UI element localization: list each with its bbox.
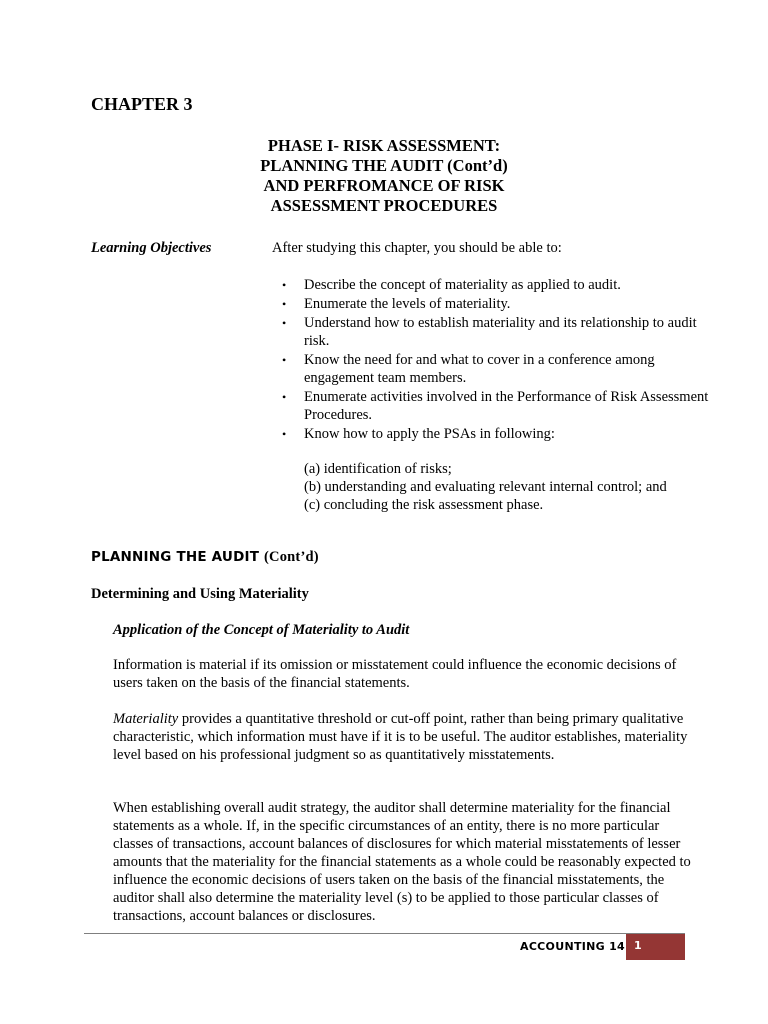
learning-objectives-intro: After studying this chapter, you should be able to:	[272, 240, 562, 256]
list-item: • Describe the concept of materiality as applied to audit.	[282, 277, 621, 293]
chapter-title-line: ASSESSMENT PROCEDURES	[270, 196, 498, 215]
bullet-icon: •	[282, 278, 287, 292]
subsection-heading: Determining and Using Materiality	[91, 586, 309, 602]
objectives-list	[282, 276, 714, 444]
chapter-title-line: AND PERFROMANCE OF RISK	[263, 176, 505, 195]
bullet-icon: •	[282, 316, 287, 330]
section-heading: PLANNING THE AUDIT (Cont’d)	[91, 549, 319, 565]
list-item: • Know how to apply the PSAs in following:	[282, 426, 555, 442]
list-item: • Enumerate the levels of materiality.	[282, 296, 511, 312]
list-item: • Enumerate activities involved in the Performance of Risk Assessment Procedures.	[282, 389, 709, 423]
paragraph: When establishing overall audit strategy, the auditor shall determine materiality for the financial statements as a whole. If, in the specific circumstances of an entity, there is no more particular classes of transactions, account balances of disclosures for which material misstatements of lesser amounts that the materiality for the financial statements as a whole could be reasonably expected to influence the economic decisions of users taken on the basis of the financial misstatements, the auditor shall also determine the materiality level (s) to be applied to those particular classes of transactions, account balances or disclosures.	[113, 800, 691, 924]
learning-objectives-label: Learning Objectives	[91, 240, 212, 256]
paragraph: Materiality provides a quantitative threshold or cut-off point, rather than being primary qualitative characteristic, which information must have if it is to be useful. The auditor establishes, materiality level based on his professional judgment so as quantitatively misstatements.	[113, 711, 688, 763]
term-italic: Materiality	[113, 711, 179, 727]
chapter-title-line: PHASE I- RISK ASSESSMENT:	[267, 136, 501, 155]
chapter-title-line: PLANNING THE AUDIT (Cont’d)	[260, 156, 508, 175]
page-number: 1	[626, 934, 685, 960]
list-item: • Know the need for and what to cover in a conference among engagement team members.	[282, 352, 655, 386]
paragraph: Information is material if its omission or misstatement could influence the economic decisions of users taken on the basis of the financial statements.	[113, 657, 677, 691]
bullet-icon: •	[282, 297, 287, 311]
chapter-number: CHAPTER 3	[91, 94, 193, 114]
footer-rule	[84, 933, 685, 934]
bullet-icon: •	[282, 390, 287, 404]
list-item: • Understand how to establish materiality and its relationship to audit risk.	[282, 315, 697, 349]
footer-course-label: ACCOUNTING 14	[520, 940, 626, 953]
sub-list-item: (a) identification of risks;	[304, 461, 452, 477]
chapter-title	[0, 136, 768, 216]
bullet-icon: •	[282, 427, 287, 441]
sub-list-item: (c) concluding the risk assessment phase.	[304, 497, 544, 513]
bullet-icon: •	[282, 353, 287, 367]
objectives-sublist	[304, 460, 694, 514]
sub-list-item: (b) understanding and evaluating relevant internal control; and	[304, 479, 667, 495]
subsubsection-heading: Application of the Concept of Materiality to Audit	[113, 622, 410, 638]
